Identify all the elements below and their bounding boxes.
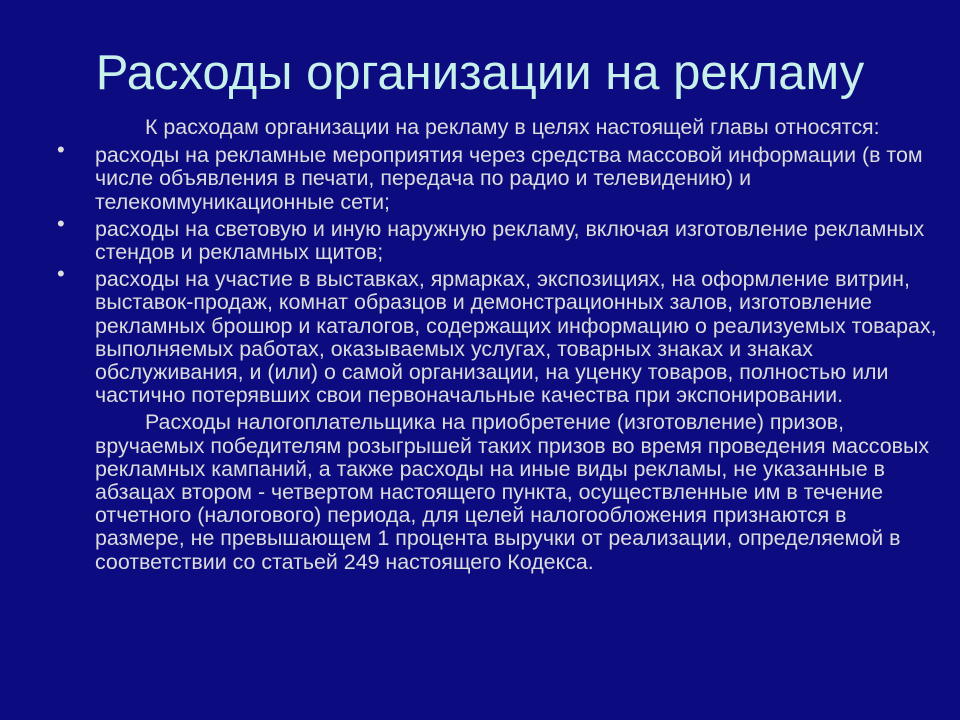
bullet-dot-icon: •: [57, 210, 65, 236]
bullet-text: расходы на участие в выставках, ярмарках, экспозициях, на оформление витрин, выставок-продаж, комнат образцов и демонстрационных залов, изготовление рекламных брошюр и каталогов, содержащих информацию о реализуемых товарах, выполняемых работах, оказываемых услугах, товарных знаках и знаках обслуживания, и (или) о самой организации, на уценку товаров, полностью или частично потерявших свои первоначальные качества при экспонировании.: [95, 267, 937, 408]
bullet-dot-icon: •: [57, 261, 65, 287]
bullet-item: [57, 261, 940, 408]
bullet-text: расходы на световую и иную наружную рекламу, включая изготовление рекламных стендов и рекламных щитов;: [95, 216, 925, 265]
intro-paragraph: К расходам организации на рекламу в целях настоящей главы относятся:: [145, 115, 880, 139]
bullet-text: расходы на рекламные мероприятия через средства массовой информации (в том числе объявления в печати, передача по радио и телевидению) и телекоммуникационные сети;: [95, 143, 923, 214]
slide-body: [57, 115, 940, 574]
slide-title: Расходы организации на рекламу: [95, 46, 865, 100]
closing-paragraph: Расходы налогоплательщика на приобретение (изготовление) призов, вручаемых победителям розыгрышей таких призов во время проведения массовых рекламных кампаний, а также расходы на иные виды рекламы, не указанные в абзацах втором - четвертом настоящего пункта, осуществленные им в течение отчетного (налогового) периода, для целей налогообложения признаются в размере, не превышающем 1 процента выручки от реализации, определяемой в соответствии со статьей 249 настоящего Кодекса.: [95, 410, 930, 574]
bullet-item: [57, 210, 940, 265]
bullet-dot-icon: •: [57, 137, 65, 163]
bullet-item: [57, 137, 940, 214]
bullet-list: [57, 137, 940, 408]
